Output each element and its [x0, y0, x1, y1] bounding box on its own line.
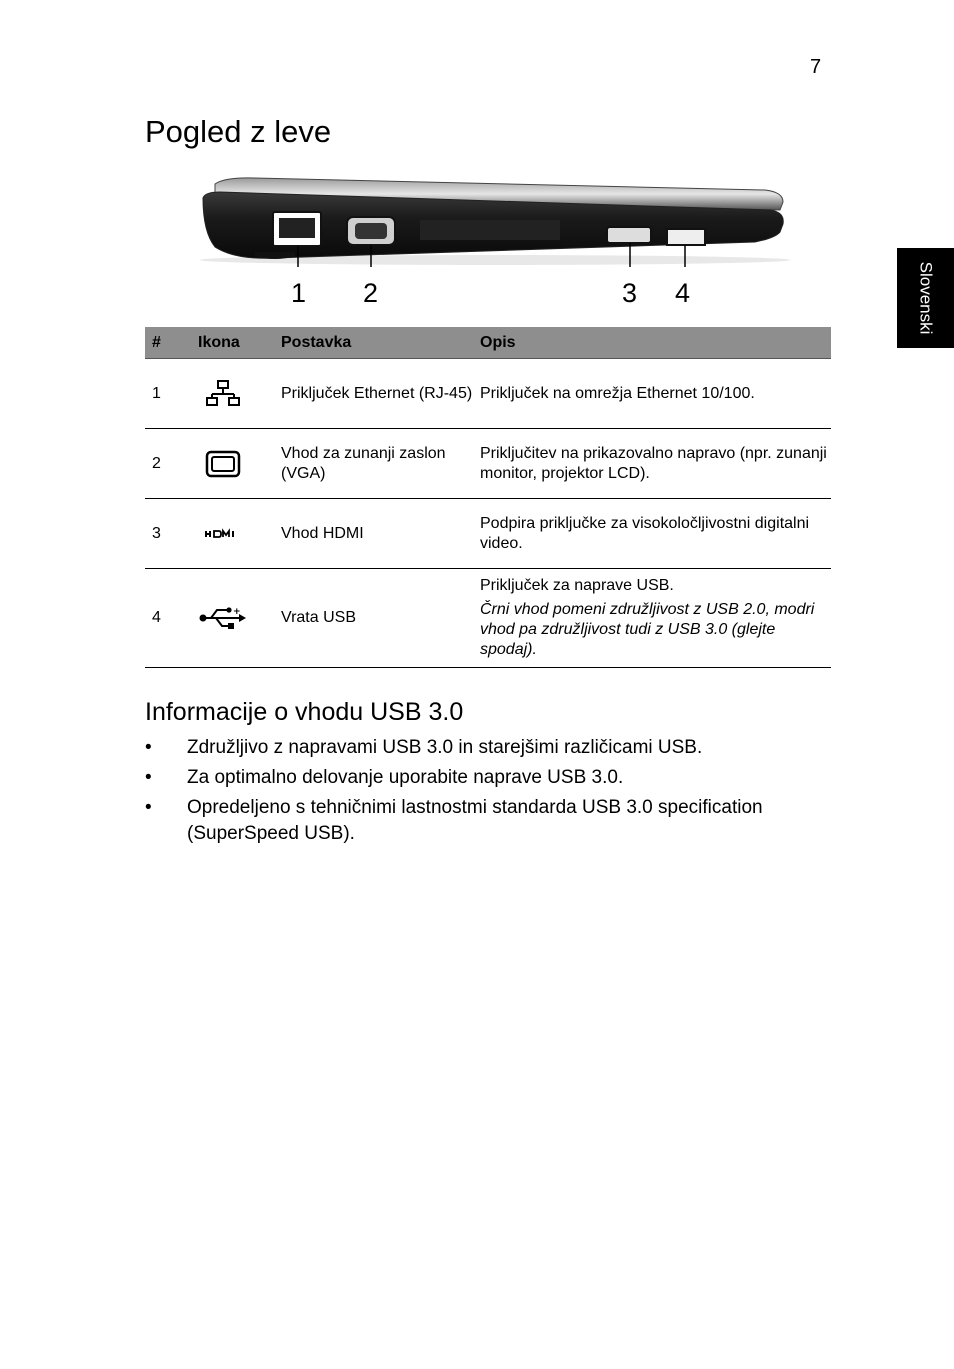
- row-item: Vhod HDMI: [281, 499, 480, 569]
- row-description: Priključek za naprave USB.: [480, 577, 674, 594]
- row-description: Priključitev na prikazovalno napravo (npr. zunanji monitor, projektor LCD).: [480, 429, 831, 499]
- table-row: [145, 429, 831, 499]
- callout-3: 3: [622, 278, 638, 308]
- table-row: [145, 499, 831, 569]
- row-number: 1: [145, 359, 198, 429]
- vga-icon: [198, 449, 248, 479]
- bullet-icon: •: [145, 737, 152, 758]
- ethernet-icon: [198, 379, 248, 409]
- list-item-text: Združljivo z napravami USB 3.0 in starejšimi različicami USB.: [187, 737, 703, 758]
- header-item: Postavka: [281, 327, 480, 359]
- usb-info-list: [145, 735, 835, 851]
- header-icon: Ikona: [198, 327, 281, 359]
- table-header-row: [145, 327, 831, 359]
- row-description: Podpira priključke za visokoločljivostni digitalni video.: [480, 499, 831, 569]
- row-description-cell: [480, 569, 831, 668]
- row-number: 3: [145, 499, 198, 569]
- header-number: #: [145, 327, 198, 359]
- list-item-text: Opredeljeno s tehničnimi lastnostmi standarda USB 3.0 specification (SuperSpeed USB).: [187, 797, 763, 844]
- hdmi-icon: [198, 519, 248, 549]
- laptop-left-side-illustration: [195, 172, 795, 267]
- row-number: 4: [145, 569, 198, 668]
- callout-4: 4: [675, 278, 691, 308]
- page-number: 7: [810, 56, 822, 78]
- usb-icon: [198, 603, 248, 633]
- header-description: Opis: [480, 327, 831, 359]
- bullet-icon: •: [145, 767, 152, 788]
- table-row: [145, 569, 831, 668]
- page-title: Pogled z leve: [145, 114, 332, 149]
- callout-2: 2: [363, 278, 379, 308]
- list-item: [145, 735, 835, 761]
- language-tab-label: Slovenski: [916, 261, 936, 335]
- row-number: 2: [145, 429, 198, 499]
- row-description: Priključek na omrežja Ethernet 10/100.: [480, 359, 831, 429]
- row-item: Vhod za zunanji zaslon (VGA): [281, 429, 480, 499]
- row-item: Priključek Ethernet (RJ-45): [281, 359, 480, 429]
- row-item: Vrata USB: [281, 569, 480, 668]
- table-row: [145, 359, 831, 429]
- list-item: [145, 795, 835, 847]
- list-item: [145, 765, 835, 791]
- bullet-icon: •: [145, 797, 152, 818]
- row-description-note: Črni vhod pomeni združljivost z USB 2.0, modri vhod pa združljivost tudi z USB 3.0 (glejte spodaj).: [480, 601, 815, 658]
- list-item-text: Za optimalno delovanje uporabite naprave USB 3.0.: [187, 767, 624, 788]
- callout-1: 1: [291, 278, 307, 308]
- ports-table: [145, 327, 831, 668]
- svg-text:+: +: [233, 607, 241, 617]
- usb-section-title: Informacije o vhodu USB 3.0: [145, 698, 464, 726]
- language-tab: [897, 248, 954, 348]
